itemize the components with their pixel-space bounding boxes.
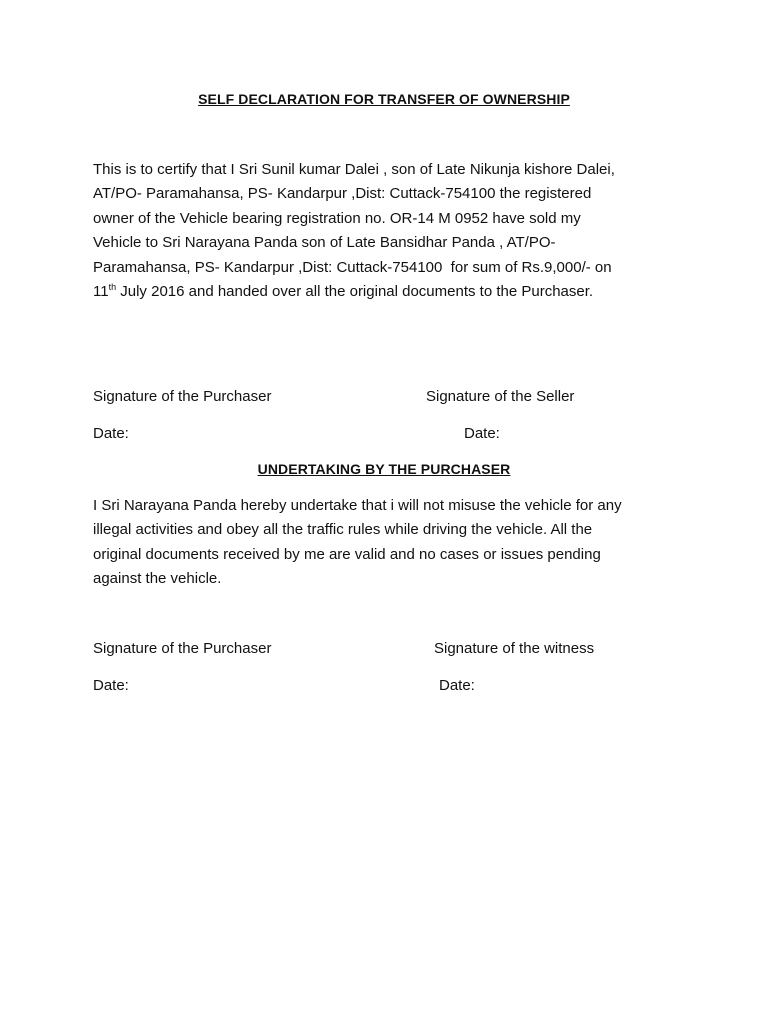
declaration-line: Paramahansa, PS- Kandarpur ,Dist: Cuttack-754100 for sum of Rs.9,000/- on <box>93 258 612 276</box>
undertaking-line: illegal activities and obey all the traffic rules while driving the vehicle. All the <box>93 521 593 539</box>
undertaking-line: original documents received by me are valid and no cases or issues pending <box>93 545 601 563</box>
undertaking-paragraph <box>93 494 693 592</box>
declaration-line: owner of the Vehicle bearing registration no. OR-14 M 0952 have sold my <box>93 209 581 227</box>
date-day: 11 <box>93 283 109 301</box>
purchaser-signature-label: Signature of the Purchaser <box>93 388 272 405</box>
purchaser-date-label-2: Date: <box>93 677 129 694</box>
seller-signature-label: Signature of the Seller <box>426 388 575 405</box>
declaration-line: This is to certify that I Sri Sunil kumar Dalei , son of Late Nikunja kishore Dalei, <box>93 161 615 178</box>
purchaser-date-label: Date: <box>93 425 129 442</box>
undertaking-line: I Sri Narayana Panda hereby undertake that i will not misuse the vehicle for any <box>93 497 622 514</box>
seller-date-label: Date: <box>464 425 500 442</box>
undertaking-title: UNDERTAKING BY THE PURCHASER <box>257 461 511 477</box>
date-rest: July 2016 and handed over all the original documents to the Purchaser. <box>116 283 594 301</box>
declaration-paragraph <box>93 158 693 304</box>
declaration-date-line <box>93 280 693 304</box>
declaration-line: AT/PO- Paramahansa, PS- Kandarpur ,Dist: Cuttack-754100 the registered <box>93 185 592 203</box>
declaration-line: Vehicle to Sri Narayana Panda son of Late Bansidhar Panda , AT/PO- <box>93 234 556 252</box>
witness-date-label: Date: <box>439 677 475 694</box>
witness-signature-label: Signature of the witness <box>434 640 595 657</box>
undertaking-line: against the vehicle. <box>93 570 222 588</box>
date-ordinal-suffix: th <box>108 282 117 293</box>
purchaser-signature-label-2: Signature of the Purchaser <box>93 640 272 657</box>
declaration-title: SELF DECLARATION FOR TRANSFER OF OWNERSHIP <box>198 91 570 107</box>
